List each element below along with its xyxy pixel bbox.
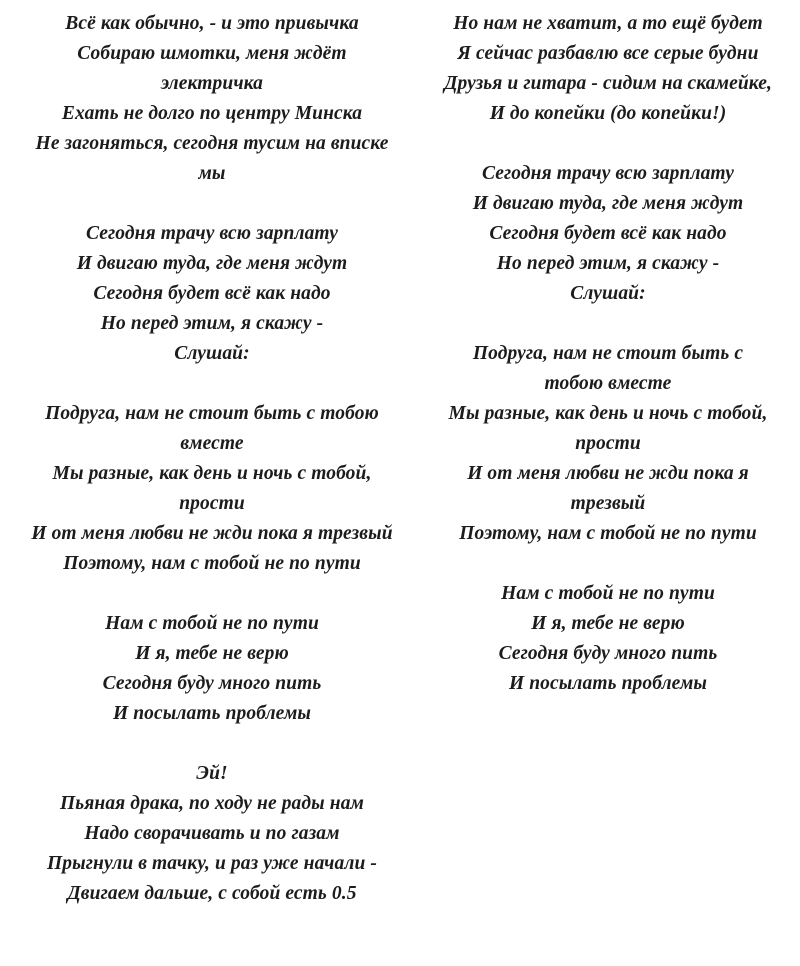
stanza-break <box>8 579 416 609</box>
lyric-line: И до копейки (до копейки!) <box>489 103 727 124</box>
stanza-break <box>420 549 796 579</box>
lyric-line: Сегодня буду много пить <box>102 673 322 694</box>
lyric-line: Пьяная драка, по ходу не рады нам <box>59 793 365 814</box>
lyric-line: Поэтому, нам с тобой не по пути <box>459 523 757 544</box>
lyric-line: Сегодня будет всё как надо <box>93 283 331 304</box>
lyric-line: Нам с тобой не по пути <box>501 583 715 604</box>
lyric-line: Слушай: <box>174 343 250 364</box>
lyrics-column-left <box>8 9 416 909</box>
lyric-line: Но нам не хватит, а то ещё будет <box>453 13 763 34</box>
lyric-line: И двигаю туда, где меня ждут <box>76 253 348 274</box>
lyric-line: Мы разные, как день и ночь с тобой, <box>448 403 768 424</box>
lyric-line: Ехать не долго по центру Минска <box>61 103 363 124</box>
lyric-line: Сегодня будет всё как надо <box>489 223 727 244</box>
stanza-break <box>8 369 416 399</box>
stanza-break <box>420 309 796 339</box>
lyric-line: трезвый <box>570 493 646 514</box>
lyric-line: прости <box>179 493 245 514</box>
lyric-line: Но перед этим, я скажу - <box>496 253 720 274</box>
lyric-line: Друзья и гитара - сидим на скамейке, <box>444 73 772 94</box>
lyric-line: Надо сворачивать и по газам <box>84 823 340 844</box>
lyric-line: Но перед этим, я скажу - <box>100 313 324 334</box>
lyric-line: И посылать проблемы <box>508 673 708 694</box>
lyric-line: И посылать проблемы <box>112 703 312 724</box>
lyric-line: Собираю шмотки, меня ждёт <box>77 43 347 64</box>
lyric-line: прости <box>575 433 641 454</box>
lyric-line: И от меня любви не жди пока я <box>467 463 749 484</box>
lyric-line: Подруга, нам не стоит быть с тобою <box>45 403 379 424</box>
lyric-line: И я, тебе не верю <box>531 613 685 634</box>
lyric-line: вместе <box>180 433 244 454</box>
lyric-line: электричка <box>160 73 264 94</box>
stanza-break <box>8 189 416 219</box>
lyric-line: Я сейчас разбавлю все серые будни <box>457 43 759 64</box>
stanza-break <box>8 729 416 759</box>
lyric-line: Подруга, нам не стоит быть с <box>472 343 744 364</box>
lyric-line: Сегодня трачу всю зарплату <box>482 163 734 184</box>
lyric-line: И двигаю туда, где меня ждут <box>472 193 744 214</box>
lyric-line: Мы разные, как день и ночь с тобой, <box>52 463 372 484</box>
lyric-line: тобою вместе <box>544 373 672 394</box>
lyric-line: мы <box>198 163 226 184</box>
lyrics-column-right <box>420 9 796 699</box>
lyric-line: Поэтому, нам с тобой не по пути <box>63 553 361 574</box>
stanza-break <box>420 129 796 159</box>
lyric-line: И я, тебе не верю <box>135 643 289 664</box>
lyric-line: Сегодня буду много пить <box>498 643 718 664</box>
lyric-line: Нам с тобой не по пути <box>105 613 319 634</box>
lyric-line: Двигаем дальше, с собой есть 0.5 <box>67 883 357 904</box>
lyric-line: И от меня любви не жди пока я трезвый <box>31 523 393 544</box>
lyric-line: Прыгнули в тачку, и раз уже начали - <box>47 853 377 874</box>
lyric-line: Всё как обычно, - и это привычка <box>65 13 359 34</box>
lyric-line: Не загоняться, сегодня тусим на вписке <box>35 133 389 154</box>
lyric-line: Сегодня трачу всю зарплату <box>86 223 338 244</box>
lyric-line: Эй! <box>196 763 228 784</box>
lyric-line: Слушай: <box>570 283 646 304</box>
